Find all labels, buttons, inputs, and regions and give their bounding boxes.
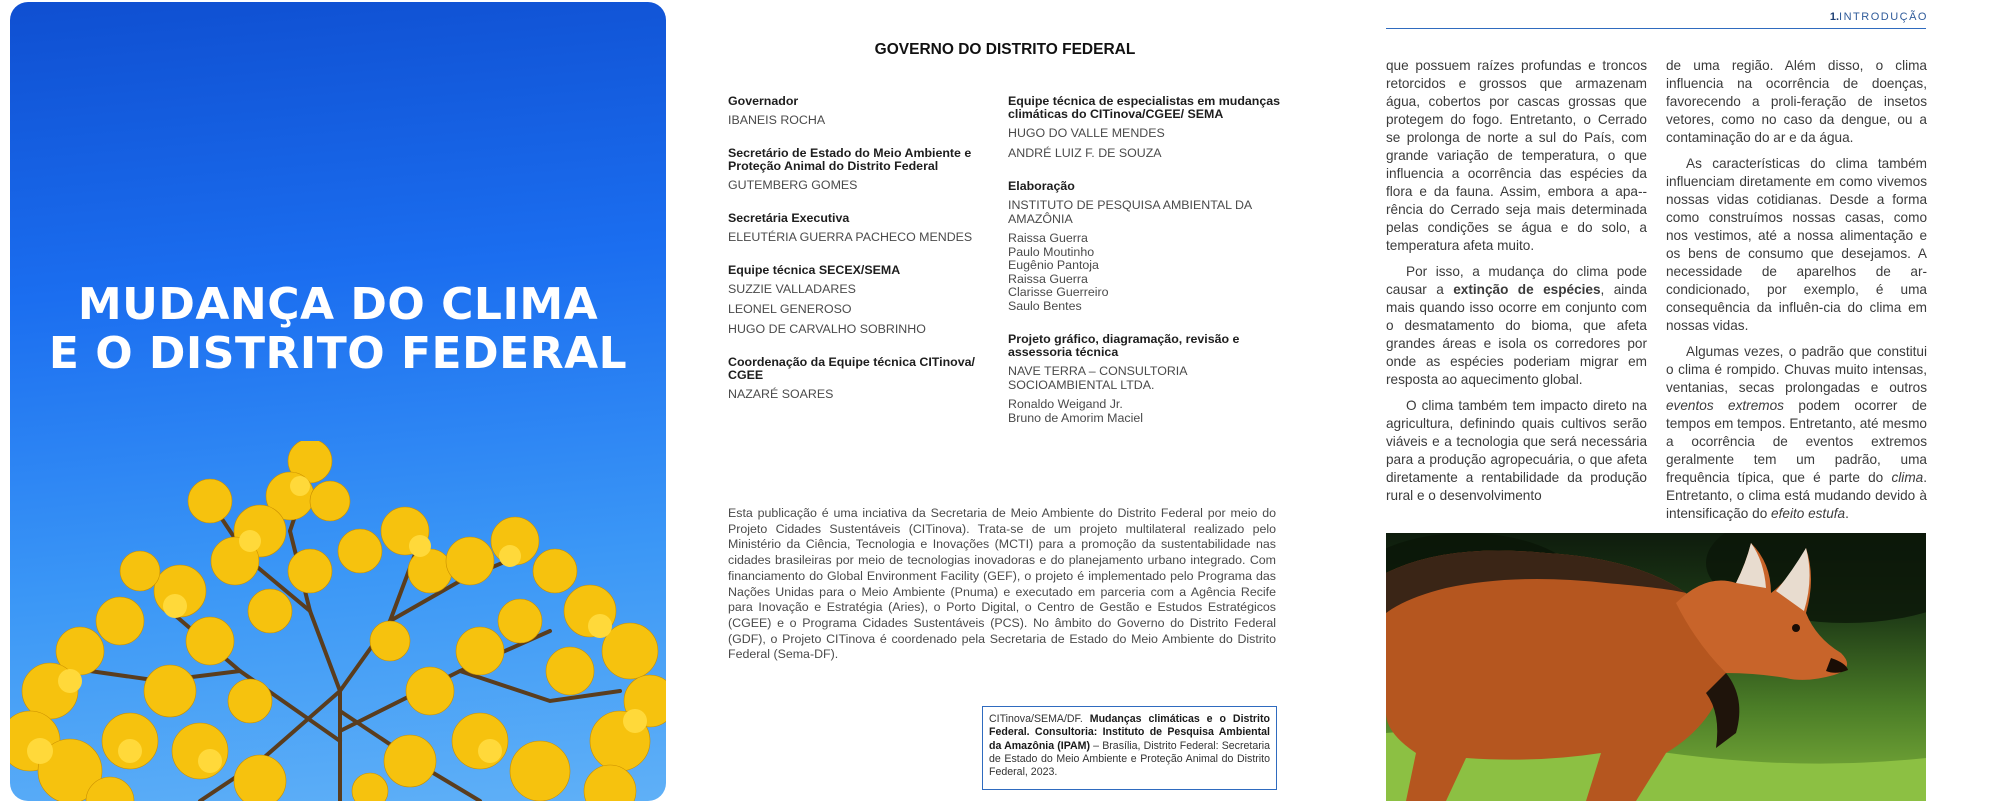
italic-text: efeito estufa <box>1771 506 1846 521</box>
credit-role: Coordenação da Equipe técnica CITinova/ CGEE <box>728 355 975 382</box>
credit-role: Elaboração <box>1008 179 1075 193</box>
paragraph <box>1386 263 1647 389</box>
credit-name: HUGO DO VALLE MENDES <box>1008 126 1165 140</box>
citation-rest: – Brasília, Distrito Federal: Secretaria de Estado do Meio Ambiente e Proteção Animal do Distrito Federal, 2023. <box>989 739 1270 779</box>
paragraph-text: . <box>1845 506 1849 521</box>
citation-prefix: CITinova/SEMA/DF. <box>989 713 1090 725</box>
paragraph-text: Algumas vezes, o padrão que constitui o clima é rompido. Chuvas muito intensas, ventanias, secas prolongadas e outros <box>1666 344 1927 395</box>
paragraph-text: Por isso, a mudança do clima pode causar a <box>1386 264 1647 297</box>
credit-name: SUZZIE VALLADARES <box>728 282 856 296</box>
credit-name: ANDRÉ LUIZ F. DE SOUZA <box>1008 146 1162 160</box>
credits-right-column <box>1008 95 1288 445</box>
credit-person: Eugênio Pantoja <box>1008 258 1099 272</box>
credit-block-executive-secretary <box>728 212 998 244</box>
credit-person: Raissa Guerra <box>1008 231 1088 245</box>
paragraph: de uma região. Além disso, o clima influencia na ocorrência de doenças, favorecendo a proli-feração de insetos vetores, como no caso da dengue, ou a contaminação do ar e da água. <box>1666 58 1927 145</box>
paragraph <box>1666 343 1927 523</box>
cover-title-line-2: E O DISTRITO FEDERAL <box>48 328 628 379</box>
citation-title: Mudanças climáticas e o Distrito Federal. Consultoria: Instituto de Pesquisa Ambiental da Amazônia (IPAM) <box>989 713 1270 752</box>
italic-text: clima <box>1891 470 1924 485</box>
credit-name: LEONEL GENEROSO <box>728 302 852 316</box>
credit-name: GUTEMBERG GOMES <box>728 178 858 192</box>
maned-wolf-image <box>1386 533 1926 801</box>
credit-role: Projeto gráfico, diagramação, revisão e assessoria técnica <box>1008 332 1240 359</box>
credit-block-governor <box>728 95 998 127</box>
paragraph: O clima também tem impacto direto na agricultura, definindo quais cultivos serão viáveis e a tecnologia que será necessária para a produção agropecuária, o que afeta diretamente a rentabilidade da produção rural e o desenvolvimento <box>1386 398 1647 503</box>
credit-name: HUGO DE CARVALHO SOBRINHO <box>728 322 926 336</box>
paragraph-text: podem ocorrer de tempos em tempos. Entretanto, até mesmo a ocorrência de eventos extremos geralmente tem um padrão, uma frequência típica, que é parte do <box>1666 398 1927 485</box>
maned-wolf-photo <box>1386 533 1926 801</box>
chapter-number: 1. <box>1829 11 1840 23</box>
introduction-page <box>1386 0 1989 806</box>
credit-block-elaboration <box>1008 180 1288 313</box>
credit-name: NAZARÉ SOARES <box>728 387 834 401</box>
credit-block-coordination <box>728 356 998 401</box>
chapter-title: INTRODUÇÃO <box>1839 11 1928 23</box>
credit-role: Equipe técnica SECEX/SEMA <box>728 263 901 277</box>
cover-page <box>10 2 666 801</box>
credit-person: Bruno de Amorim Maciel <box>1008 410 1143 425</box>
credit-block-secretary <box>728 147 998 192</box>
text-column-right <box>1666 57 1927 531</box>
paragraph-text: , ainda mais quando isso ocorre em conjunto com o desmatamento do bioma, que afeta grandes áreas e isola os corredores por onde as espécies poderiam migrar em resposta ao aquecimento global. <box>1386 282 1647 387</box>
government-heading: GOVERNO DO DISTRITO FEDERAL <box>874 41 1136 58</box>
credit-person: Raissa Guerra <box>1008 271 1088 286</box>
paragraph: As características do clima também influenciam diretamente em como vivemos nossas vidas cotidianas. Desde a forma como construímos nossas casas, como nos vestimos, até a nossa alimentação e os bens de consumo que desejamos. A necessidade de aparelhos de ar-condicionado, por exemplo, é uma consequência da influên-cia do clima em nossas vidas. <box>1666 156 1927 333</box>
publication-description: Esta publicação é uma inciativa da Secretaria de Meio Ambiente do Distrito Federal por meio do Projeto Cidades Sustentáveis (CITinova). Trata-se de um projeto multilateral realizado pelo Ministério da Ciência, Tecnologia e Inovações (MCTI) para a promoção da sustentabilidade nas cidades brasileiras por meio de tecnologias inovadoras e do planejamento urbano integrado. Com financiamento do Global Environment Facility (GEF), o projeto é implementado pelo Programa das Nações Unidas para o Meio Ambiente (Pnuma) e executado em parceria com a Agência Recife para Inovação e Estratégia (Aries), o Porto Digital, o Centro de Gestão e Estudos Estratégicos (CGEE) e o Programa Cidades Sustentáveis (PCS). No âmbito do Governo do Distrito Federal (GDF), o Projeto CITinova é coordenado pela Secretaria de Estado do Meio Ambiente do Distrito Federal (Sema-DF). <box>728 506 1276 662</box>
cover-title <box>10 280 666 378</box>
credit-organization: INSTITUTO DE PESQUISA AMBIENTAL DA AMAZÔNIA <box>1008 198 1252 226</box>
credit-role: Governador <box>728 94 799 108</box>
credit-organization: NAVE TERRA – CONSULTORIA SOCIOAMBIENTAL LTDA. <box>1008 364 1187 392</box>
credit-block-design <box>1008 333 1288 425</box>
credit-person: Saulo Bentes <box>1008 298 1082 313</box>
credit-role: Equipe técnica de especialistas em mudanças climáticas do CITinova/CGEE/ SEMA <box>1008 94 1281 121</box>
italic-text: eventos extremos <box>1666 398 1784 413</box>
credit-role: Secretária Executiva <box>728 211 850 225</box>
credit-role: Secretário de Estado do Meio Ambiente e Proteção Animal do Distrito Federal <box>728 146 972 173</box>
credit-name: ELEUTÉRIA GUERRA PACHECO MENDES <box>728 230 973 244</box>
emphasis-text: extinção de espécies <box>1453 282 1601 297</box>
credit-person: Ronaldo Weigand Jr. <box>1008 397 1123 411</box>
credit-block-specialists <box>1008 95 1288 160</box>
credits-left-column <box>728 95 998 421</box>
chapter-header <box>1830 11 1928 23</box>
cover-title-line-1: MUDANÇA DO CLIMA <box>77 279 599 330</box>
paragraph: que possuem raízes profundas e troncos retorcidos e grossos que armazenam água, cobertos por cascas grossas que protegem do fogo. Entretanto, o Cerrado se prolonga de norte a sul do País, com grande variação de temperatura, o que influencia a ocorrência das espécies da flora e da fauna. Assim, embora a apa--rência do Cerrado seja mais determinada pelas condições se água e do solo, a temperatura afeta muito. <box>1386 58 1647 253</box>
citation-box <box>982 706 1277 790</box>
text-column-left <box>1386 57 1647 513</box>
credit-person: Clarisse Guerreiro <box>1008 285 1109 299</box>
credits-page <box>690 0 1320 806</box>
credit-name: IBANEIS ROCHA <box>728 113 826 127</box>
credit-person: Paulo Moutinho <box>1008 244 1095 259</box>
paragraph-text: . Entretanto, o clima está mudando devido à intensificação do <box>1666 470 1927 521</box>
header-divider <box>1386 28 1926 29</box>
credit-block-technical-team <box>728 264 998 336</box>
yellow-ipe-tree-image <box>10 441 666 801</box>
